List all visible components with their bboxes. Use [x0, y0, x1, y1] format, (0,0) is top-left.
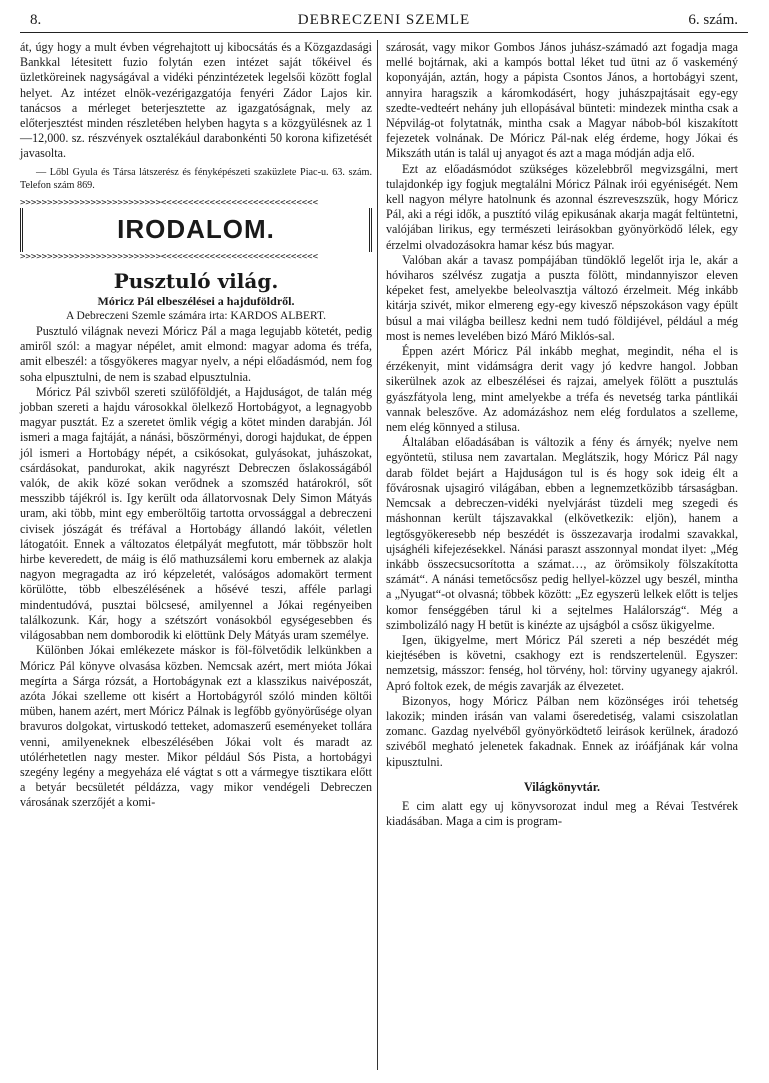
article-title: Pusztuló világ. [113, 268, 279, 293]
article-subtitle: Móricz Pál elbeszélései a hajduföldről. [97, 293, 295, 308]
article-paragraph: Valóban akár a tavasz pompájában tündöklő legelőt irja le, akár a hóviharos szélvész zugatja a puszta fölött, mindannyiszor eleven képeket fest, amelyekbe beleolvasztja változó érzelmeit. Még inkább kitárja szivét, mikor elmereng egy-egy kivesző népszokáson vagy épült búsul a mai világba beillesz kedni nem tudó földijével, például a még most is nemes levelében bizó Máró Miklós-sal. [386, 252, 738, 343]
page-header [20, 10, 748, 33]
section-heading-box [20, 208, 372, 252]
article-paragraph: Különben Jókai emlékezete máskor is föl-fölvetődik lelkünkben a Móricz Pál könyve olvasása közben. Nemcsak azért, mert mióta Jókai megírta a Sárga rózsát, a Hortobágynak ezt a klasszikus naivéposzát, azóta Jókai szelleme ott kisért a Hortobágyról szóló minden költői müben, hanem azért, mert Móricz Pálnak is legfőbb gyönyörűsége olyan bravuros dolgokat, virtuskodó tetteket, adomaszerű eseményeket tollára venni, amilyeneknek elbeszélésében Jókai volt és maradt az utólérhetetlen nagy mester. Mikor például Sós Pista, a hortobágyi szegény legény a megyeháza elé vágtat s ott a vármegye tisztikara előtt a betyár becsületét példázza, vagy mikor vendégeli Debreczen városának szerzőjét a komi- [20, 643, 372, 810]
ornament-top-border: >>>>>>>>>>>>>>>>>>>>>>>>>><<<<<<<<<<<<<<<<<<<<<<<<<<<<< [20, 197, 319, 208]
right-column [386, 40, 738, 829]
journal-title: DEBRECZENI SZEMLE [297, 12, 471, 28]
bank-report-paragraph: át, úgy hogy a mult évben végrehajtott uj kibocsátás és a Közgazdasági Bankkal létesitett fuzio folytán ezen intézet saját tőkéivel és üzletköreinek nagyságával a vidéki pénzintézetek legelsői között foglal helyet. Az intézet elnök-vezérigazgatója fenyéri Zádor Lajos kir. tanácsos a mérleget beterjesztette az igazgatóságnak, mely az előterjesztést minden részletében helyben hagyta s a közgyülésnek az 1—12,000. sz. részvények osztalékául darabonkénti 50 korona kifizetését javasolta. [20, 40, 372, 161]
article-paragraph: Igen, ükigyelme, mert Móricz Pál szereti a nép beszédét még kiejtésében is követni, csakhogy ezt is rendszertelenül. Egyszer: nemzetsig, másszor: fenség, hol törvény, hol: törviny ugyanegy ajakról. Apró foltok ezek, de mégis zavarják az élvezetet. [386, 632, 738, 693]
article-paragraph: E cim alatt egy uj könyvsorozat indul meg a Révai Testvérek kiadásában. Maga a cim is program- [386, 798, 738, 829]
column-divider [377, 40, 378, 1070]
article-paragraph: Pusztuló világnak nevezi Móricz Pál a maga legujabb kötetét, pedig amiről szól: a magyar népélet, amit elmond: magyar adoma és tréfa, amit elbeszél: a tősgyökeres magyar nyelv, a népi előadásmód, nem fog soha elpusztulni, de nem is szabad elpusztulnia. [20, 324, 372, 384]
article-paragraph: szárosát, vagy mikor Gombos János juhász-számadó azt fogadja maga mellé bojtárnak, aki a kampós bottal léket tud ütni az ő vaskeméný koponyáján, aztán, hogy a pápista Csontos János, a hortobágyi szent, annyira haragszik a káromkodásért, hogy juhászpajtásait egy-egy szedte-vedteért nehány juh ellopásával bünteti: mindezek mintha csak a Népvilág-ot folytatnák, mintha csak a Magyar nábob-ból kiszakított fejezetek volnának. De Móricz Pál-nak elég érdeme, hogy Jókai és Mikszáth után is talál uj anyagot és azt a maga módján adja elő. [386, 40, 738, 161]
article-paragraph: Általában előadásában is változik a fény és árnyék; nyelve nem egyöntetü, stilusa nem zavartalan. Meglátszik, hogy Móricz Pál nagy darab földet bejárt a Hajduságon tul is és hogy sok ideig élt a fővárosnak ujsagiró világában, ebben a legnemzetközibb társaságban. Nemcsak a debreczen-vidéki nyelvjárást tüzdeli meg szegedi és máshonnan került tájszavakkal (elkövetkezik: eljön), hanem a legtősgyökeresebb nép beszédét is összezavarja irodalmi szavakkal, ujsághéli kifejezésekkel. Nánási paraszt asszonnyal mondat ilyet: „Még inkább összecsucsorította a számat…, az örömsikoly fölszakította számát“. A nánási temetőcsősz pedig hellyel-közzel ugy beszél, mintha a „Nyugat“-ot olvasná; többek között: „Ez egyszerü lelkek előtt is teljes komor fenséggében tárul ki a sejtelmes Halálország“. Még a szimbolizáló nagy H betüt is kinézte az ujságból a csősz ükigyelme. [386, 435, 738, 632]
subsection-title: Világkönyvtár. [523, 779, 601, 794]
ornament-bottom-border: >>>>>>>>>>>>>>>>>>>>>>>>>><<<<<<<<<<<<<<<<<<<<<<<<<<<<< [20, 251, 319, 262]
advertisement-line: — Lőbl Gyula és Társa látszerész és fényképészeti szaküzlete Piac-u. 63. szám. Telefon szám 869. [20, 166, 372, 191]
article-paragraph: Éppen azért Móricz Pál inkább meghat, megindit, néha el is érzékenyit, mint vidámságra derit vagy jó kedvre hangol. Jobban sikerülnek azok az elbeszélései és rajzai, amelyek fölött a pusztulás gyászfátyola leng, mint amelyekbe a tréfa és nevetség tarka pántlikái vannak beleszőve. Az adomázáshoz nem elég fordulatos a szelleme, nem elég könnyed a stilusa. [386, 344, 738, 435]
article-byline: A Debreczeni Szemle számára irta: KARDOS ALBERT. [65, 309, 326, 322]
section-title: IRODALOM. [117, 214, 275, 245]
article-paragraph: Móricz Pál szivből szereti szülőföldjét, a Hajduságot, de talán még jobban szereti a hajdu városokkal ölelkező Hortobágyot, a legnagyobb magyar pusztát. Ez a szeretet ömlik végig a kötet minden darabján. Jól ismeri a maga fajtáját, a nánási, böszörményi, dorogi hajdukat, de éppen jól ismeri a Hortobágy népét, a csikósokat, gulyásokat, juhászokat, csárdásokat, pandurokat, akik nagyrészt Debreczen őslakosságából valók, de akik közé sokan verődnek a szomszéd határokról, sőt messzibb tájékról is. Igy került oda állatorvosnak Dely Simon Mátyás uram, aki több, mint egy emberöltőig tartotta orvossággal a debreczeni civisek jószágát és tréfával a Hortobágy állandó lakóit, véletlen látogatóit. Ennek a változatos életpályát megfutott, már többször holt hirbe keveredett, de máig is élő mathuzsálemi koru embernek az alakja nagyon megragadta az iró képzeletét, valóságos adomakört terment körülötte, több elbeszélésének a hősévé teszi, afféle parlagi mindentudóvá, pusztai bölcsesé, amilyennel a Jókai regényeiben találkozunk. Kár, hogy a szétszórt vonásokból egységesebben és világosabban nem domborodik ki elöttünk Dely Mátyás uram személye. [20, 384, 372, 643]
page-number: 8. [30, 12, 42, 28]
article-paragraph: Bizonyos, hogy Móricz Pálban nem közönséges irói tehetség lakozik; minden irásán van valami őseredetiség, valami csiszolatlan zomanc. Gazdag nyelvéből gyönyörködtető leirások kerülnek, áradozó szivéből megható jelenetek fakadnak. Ennek az iróáfjának kár volna kipusztulni. [386, 693, 738, 769]
article-paragraph: Ezt az előadásmódot szükséges közelebbről megvizsgálni, mert tulajdonkép igy fogjuk megtalálni Móricz Pálnak irói egyéniségét. Nem kell nagyon mélyre hatolnunk és azonnal észreveszszük, hogy Móricz Pál, aki a régi idők, a pusztító világ epikusának akarja magát feltüntetni, valójában lirikus, egy természeti leirásokban gyönyörködő lélek, egy érzelmi olvadozásokra hamar kész bús magyar. [386, 161, 738, 252]
left-column [20, 40, 372, 811]
issue-number: 6. szám. [688, 12, 738, 28]
